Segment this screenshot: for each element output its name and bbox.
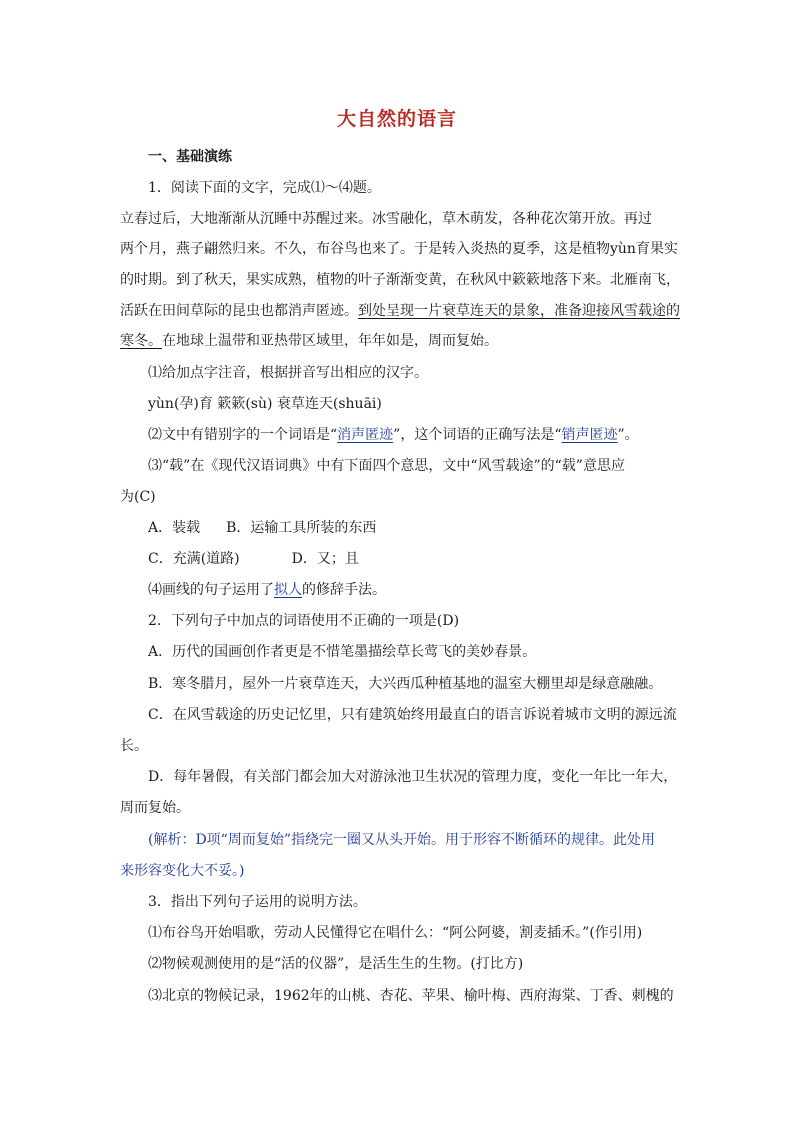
correct-word: 销声匿迹 (561, 427, 618, 443)
q2-option-a: A．历代的国画创作者更是不惜笔墨描绘草长莺飞的美妙春景。 (148, 644, 537, 660)
q3-stem: 3．指出下列句子运用的说明方法。 (148, 894, 367, 910)
underlined-sentence: 寒冬。 (120, 333, 162, 349)
q2-option-d: D．每年暑假，有关部门都会加大对游泳池卫生状况的管理力度，变化一年比一年大， (148, 769, 678, 785)
q2-option-b: B．寒冬腊月，屋外一片衰草连天，大兴西瓜种植基地的温室大棚里却是绿意融融。 (148, 676, 663, 692)
sub-question-3: ⑶“载”在《现代汉语词典》中有下面四个意思，文中“风雪载途”的“载”意思应 (148, 458, 625, 474)
passage-line: 立春过后，大地渐渐从沉睡中苏醒过来。冰雪融化，草木萌发，各种花次第开放。再过 (120, 211, 652, 227)
passage-line: 寒冬。在地球上温带和亚热带区域里，年年如是，周而复始。 (120, 333, 498, 349)
underlined-sentence: 到处呈现一片衰草连天的景象，准备迎接风雪载途的 (358, 303, 680, 319)
answer-personification: 拟人 (274, 582, 302, 598)
option-a: A．装载 (148, 520, 201, 536)
q3-item-2: ⑵物候观测使用的是“活的仪器”，是活生生的生物。(打比方) (148, 956, 524, 972)
sub-question-1: ⑴给加点字注音，根据拼音写出相应的汉字。 (148, 365, 428, 381)
option-b: B．运输工具所装的东西 (226, 520, 377, 536)
passage-line: 的时期。到了秋天，果实成熟，植物的叶子渐渐变黄，在秋风中簌簌地落下来。北雁南飞， (120, 272, 680, 288)
q2-explanation-cont: 来形容变化大不妥。) (120, 863, 245, 879)
option-d: D．又；且 (291, 551, 359, 567)
option-c: C．充满(道路) (148, 551, 240, 567)
q2-stem: 2．下列句子中加点的词语使用不正确的一项是(D) (148, 613, 460, 629)
q2-option-c: C．在风雪载途的历史记忆里，只有建筑始终用最直白的语言诉说着城市文明的源远流 (148, 707, 677, 723)
q2-option-c-cont: 长。 (120, 738, 148, 754)
wrong-word: 消声匿迹 (337, 427, 394, 443)
passage-line: 两个月，燕子翩然归来。不久，布谷鸟也来了。于是转入炎热的夏季，这是植物yùn育果实 (120, 241, 678, 257)
pinyin-yun: yùn (610, 241, 636, 257)
q3-item-3: ⑶北京的物候记录，1962年的山桃、杏花、苹果、榆叶梅、西府海棠、丁香、刺槐的 (148, 988, 674, 1004)
passage-line: 活跃在田间草际的昆虫也都消声匿迹。到处呈现一片衰草连天的景象，准备迎接风雪载途的 (120, 303, 680, 319)
sub-question-2: ⑵文中有错别字的一个词语是“消声匿迹”，这个词语的正确写法是“销声匿迹”。 (148, 427, 639, 443)
answer-1: yùn(孕)育 簌簌(sù) 衰草连天(shuāi) (148, 396, 382, 412)
section-heading: 一、基础演练 (148, 149, 232, 165)
sub-question-4: ⑷画线的句子运用了拟人的修辞手法。 (148, 582, 386, 598)
q2-explanation: (解析：D项“周而复始”指绕完一圈又从头开始。用于形容不断循环的规律。此处用 (148, 832, 655, 848)
options-row (148, 519, 376, 537)
q3-item-1: ⑴布谷鸟开始唱歌，劳动人民懂得它在唱什么：“阿公阿婆，割麦插禾。”(作引用) (148, 925, 643, 941)
q2-option-d-cont: 周而复始。 (120, 800, 190, 816)
page-title: 大自然的语言 (336, 108, 457, 130)
options-row (148, 550, 359, 568)
sub-question-3-cont: 为(C) (120, 489, 156, 505)
q1-stem: 1．阅读下面的文字，完成⑴～⑷题。 (148, 180, 381, 196)
